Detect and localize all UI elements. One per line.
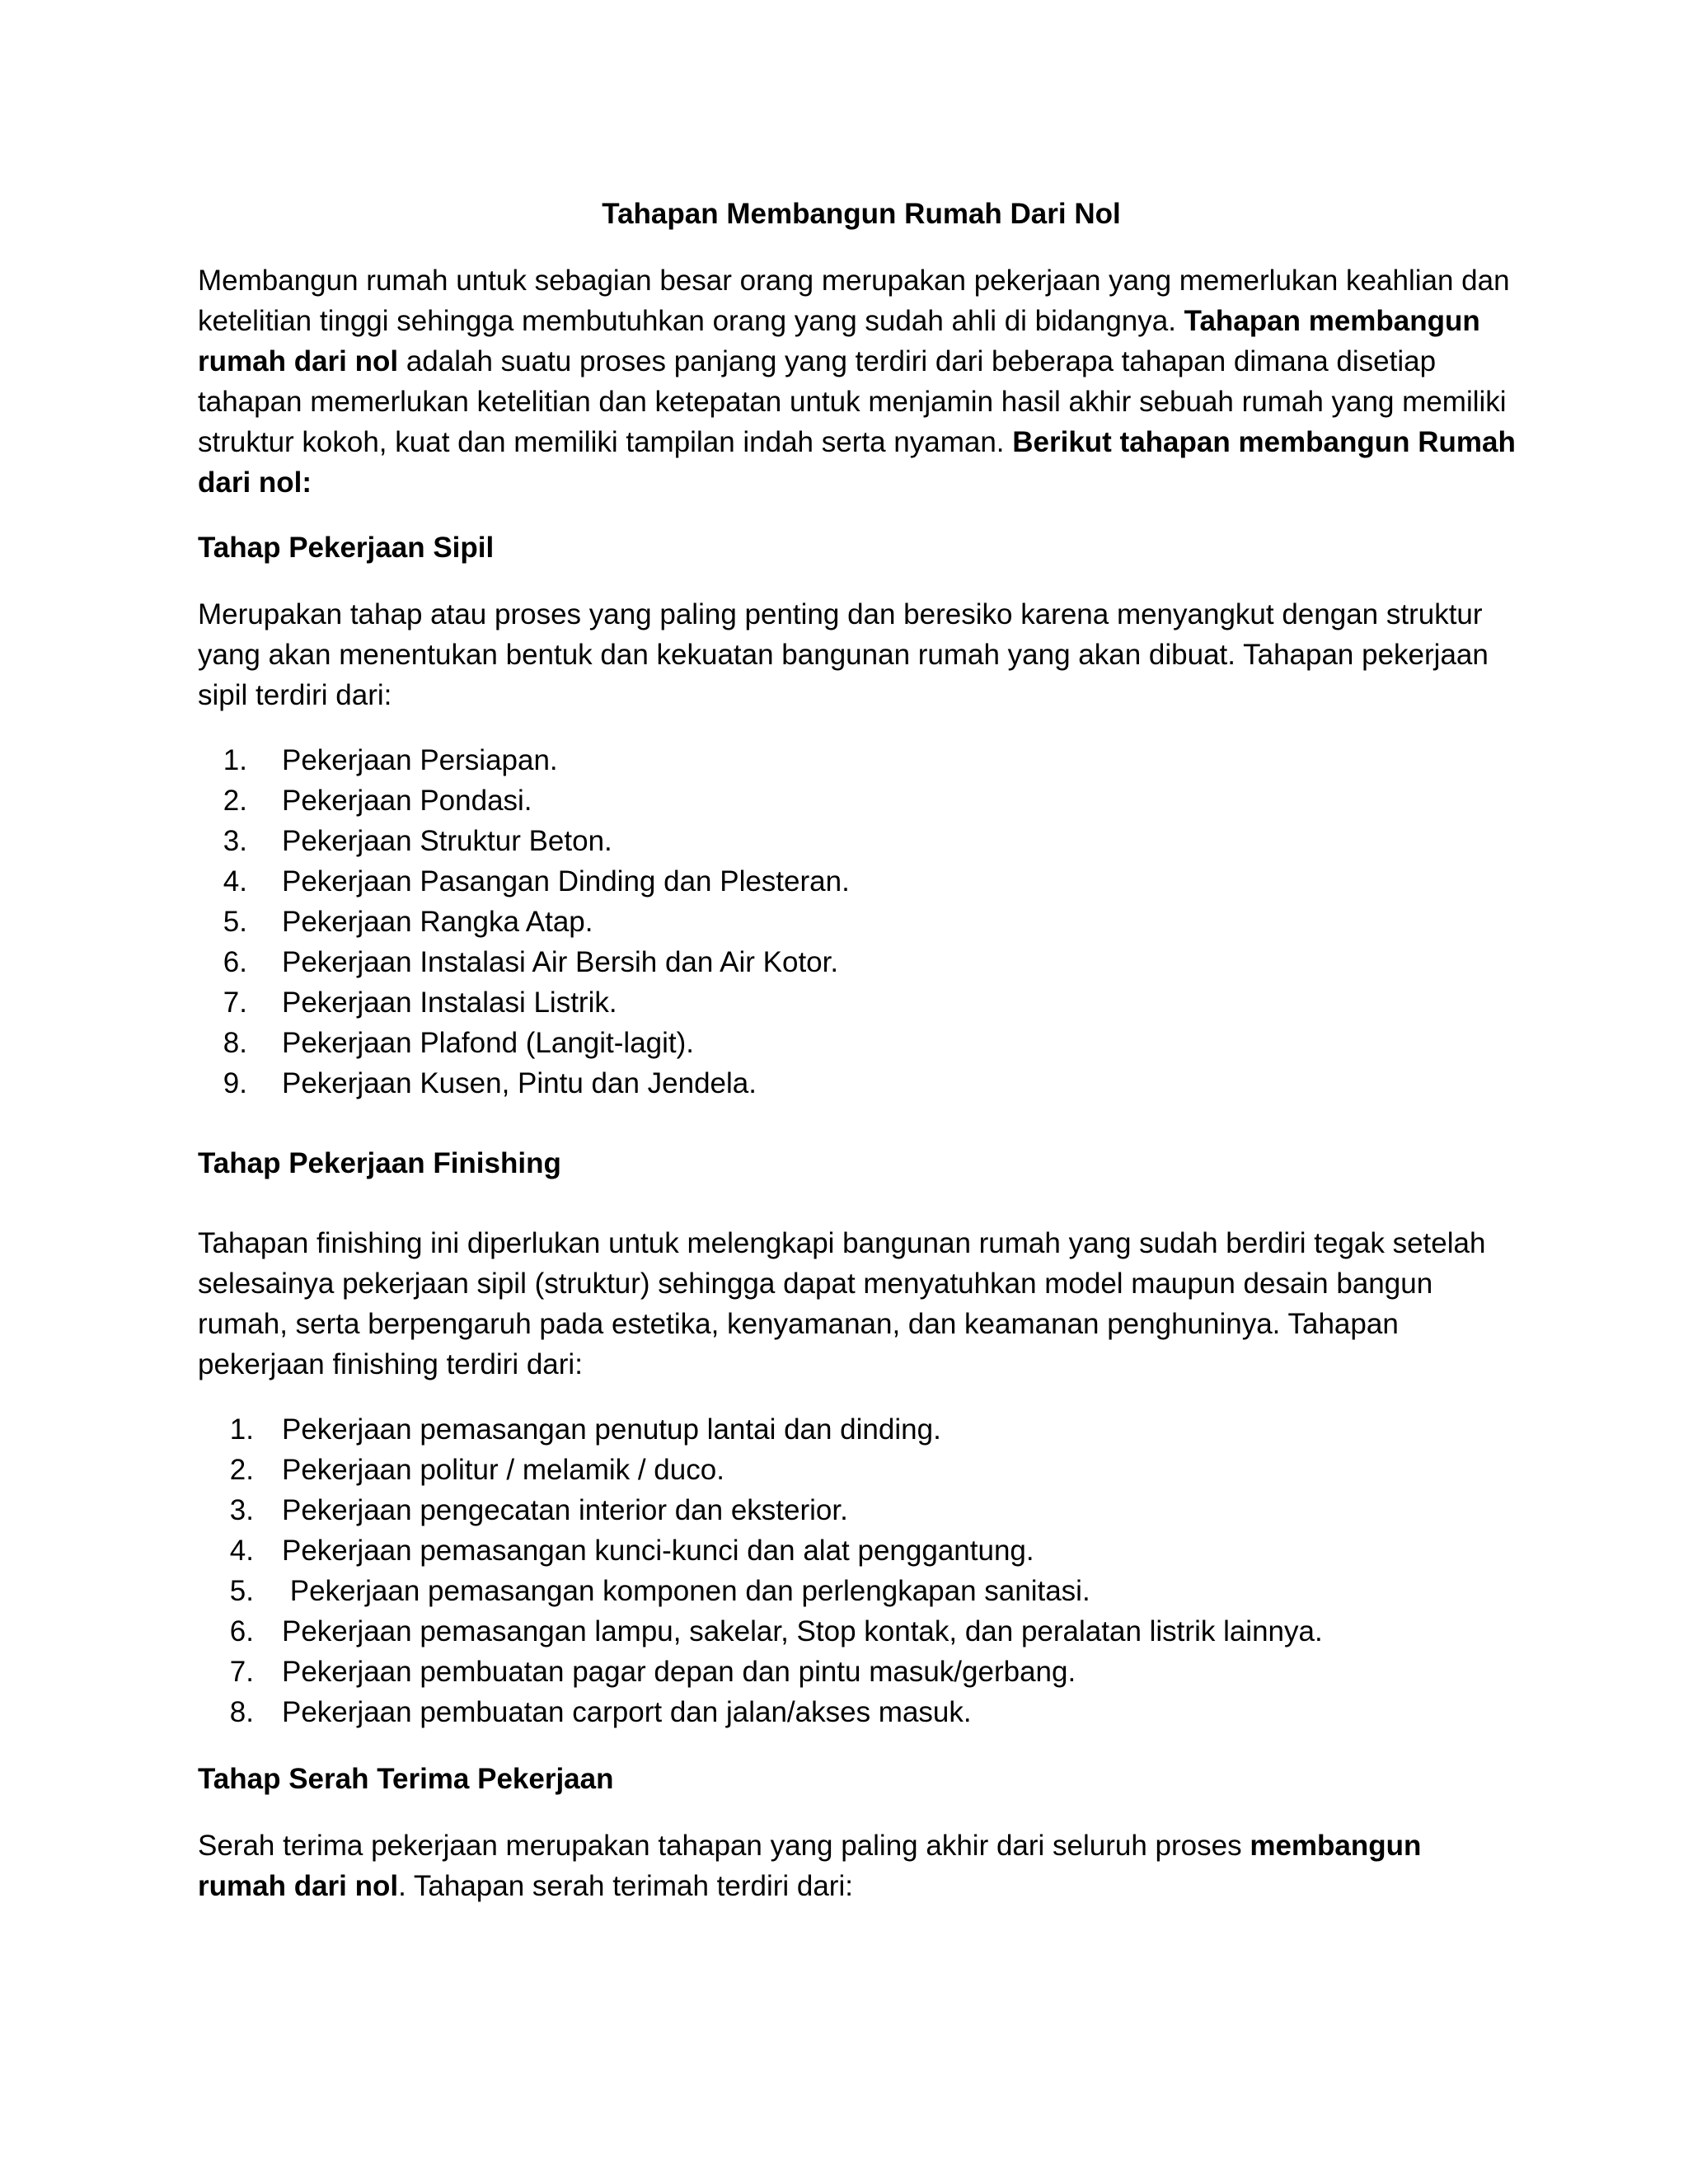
list-item xyxy=(198,1692,1517,1732)
list-item-text: Pekerjaan pemasangan penutup lantai dan dinding. xyxy=(282,1413,941,1446)
list-item xyxy=(198,1063,1517,1104)
list-item-number: 7. xyxy=(229,1656,254,1688)
list-item-number: 8. xyxy=(229,1696,254,1728)
list-item-text: Pekerjaan pemasangan komponen dan perlengkapan sanitasi. xyxy=(282,1575,1090,1607)
list-item-text: Pekerjaan Rangka Atap. xyxy=(282,906,593,938)
list-item-number: 6. xyxy=(229,1615,254,1647)
list-item-number: 1. xyxy=(229,1413,254,1446)
list-item xyxy=(198,1611,1517,1652)
intro-text-2: adalah suatu proses panjang yang terdiri dari beberapa tahapan dimana disetiap tahapan memerlukan ketelitian dan ketepatan untuk menjamin hasil akhir sebuah rumah yang memiliki struktur kokoh, kuat dan memiliki tampilan indah serta nyaman. xyxy=(198,345,1507,458)
list-item xyxy=(198,780,1517,821)
list-item-number: 8. xyxy=(223,1027,247,1059)
list-item xyxy=(198,902,1517,942)
list-item-number: 4. xyxy=(229,1535,254,1567)
list-item-text: Pekerjaan Persiapan. xyxy=(282,744,558,776)
list-item-text: Pekerjaan Pondasi. xyxy=(282,785,532,817)
list-item xyxy=(198,1409,1517,1450)
list-item xyxy=(198,1571,1517,1611)
list-item-text: Pekerjaan Kusen, Pintu dan Jendela. xyxy=(282,1067,757,1099)
list-item-text: Pekerjaan Pasangan Dinding dan Plesteran. xyxy=(282,865,850,898)
serah-text-2: . Tahapan serah terimah terdiri dari: xyxy=(398,1870,853,1902)
list-item-number: 4. xyxy=(223,865,247,898)
list-item xyxy=(198,1652,1517,1692)
serah-text-1: Serah terima pekerjaan merupakan tahapan yang paling akhir dari seluruh proses xyxy=(198,1830,1250,1862)
section-heading-serah-terima: Tahap Serah Terima Pekerjaan xyxy=(198,1763,614,1795)
list-item xyxy=(198,1023,1517,1063)
list-item xyxy=(198,1530,1517,1571)
list-item-number: 3. xyxy=(229,1494,254,1526)
list-item xyxy=(198,821,1517,861)
finishing-list xyxy=(198,1409,1517,1732)
intro-paragraph xyxy=(198,260,1517,503)
list-item-number: 2. xyxy=(229,1454,254,1486)
list-item xyxy=(198,1450,1517,1490)
list-item-text: Pekerjaan Struktur Beton. xyxy=(282,825,612,857)
list-item-number: 7. xyxy=(223,987,247,1019)
list-item xyxy=(198,982,1517,1023)
list-item-text: Pekerjaan Plafond (Langit-lagit). xyxy=(282,1027,695,1059)
list-item-text: Pekerjaan pemasangan lampu, sakelar, Stop kontak, dan peralatan listrik lainnya. xyxy=(282,1615,1323,1647)
list-item-text: Pekerjaan politur / melamik / duco. xyxy=(282,1454,724,1486)
list-item-number: 5. xyxy=(229,1575,254,1607)
list-item xyxy=(198,740,1517,780)
document-title: Tahapan Membangun Rumah Dari Nol xyxy=(602,198,1121,230)
list-item-text: Pekerjaan Instalasi Air Bersih dan Air Kotor. xyxy=(282,946,839,978)
list-item-number: 6. xyxy=(223,946,247,978)
list-item-text: Pekerjaan pembuatan carport dan jalan/akses masuk. xyxy=(282,1696,972,1728)
document-content xyxy=(198,194,1517,1906)
serah-bold-1: membangun rumah dari nol xyxy=(198,1830,1422,1902)
list-item-number: 1. xyxy=(223,744,247,776)
sipil-list xyxy=(198,740,1517,1104)
list-item-text: Pekerjaan pemasangan kunci-kunci dan alat penggantung. xyxy=(282,1535,1034,1567)
section-heading-sipil: Tahap Pekerjaan Sipil xyxy=(198,532,495,564)
section-heading-finishing: Tahap Pekerjaan Finishing xyxy=(198,1147,561,1179)
list-item xyxy=(198,1490,1517,1530)
list-item-number: 2. xyxy=(223,785,247,817)
intro-bold-1: Tahapan membangun rumah dari nol xyxy=(198,305,1480,377)
list-item xyxy=(198,861,1517,902)
finishing-paragraph: Tahapan finishing ini diperlukan untuk melengkapi bangunan rumah yang sudah berdiri tegak setelah selesainya pekerjaan sipil (struktur) sehingga dapat menyatuhkan model maupun desain bangun rumah, serta berpengaruh pada estetika, kenyamanan, dan keamanan penghuninya. Tahapan pekerjaan finishing terdiri dari: xyxy=(198,1227,1486,1380)
sipil-paragraph: Merupakan tahap atau proses yang paling penting dan beresiko karena menyangkut dengan struktur yang akan menentukan bentuk dan kekuatan bangunan rumah yang akan dibuat. Tahapan pekerjaan sipil terdiri dari: xyxy=(198,598,1489,711)
list-item-number: 5. xyxy=(223,906,247,938)
list-item xyxy=(198,942,1517,982)
intro-bold-2: Berikut tahapan membangun Rumah dari nol: xyxy=(198,426,1516,499)
list-item-number: 9. xyxy=(223,1067,247,1099)
intro-text-1: Membangun rumah untuk sebagian besar orang merupakan pekerjaan yang memerlukan keahlian dan ketelitian tinggi sehingga membutuhkan orang yang sudah ahli di bidangnya. xyxy=(198,265,1510,337)
list-item-number: 3. xyxy=(223,825,247,857)
list-item-text: Pekerjaan pembuatan pagar depan dan pintu masuk/gerbang. xyxy=(282,1656,1076,1688)
serah-terima-paragraph xyxy=(198,1825,1517,1906)
list-item-text: Pekerjaan Instalasi Listrik. xyxy=(282,987,617,1019)
list-item-text: Pekerjaan pengecatan interior dan eksterior. xyxy=(282,1494,848,1526)
